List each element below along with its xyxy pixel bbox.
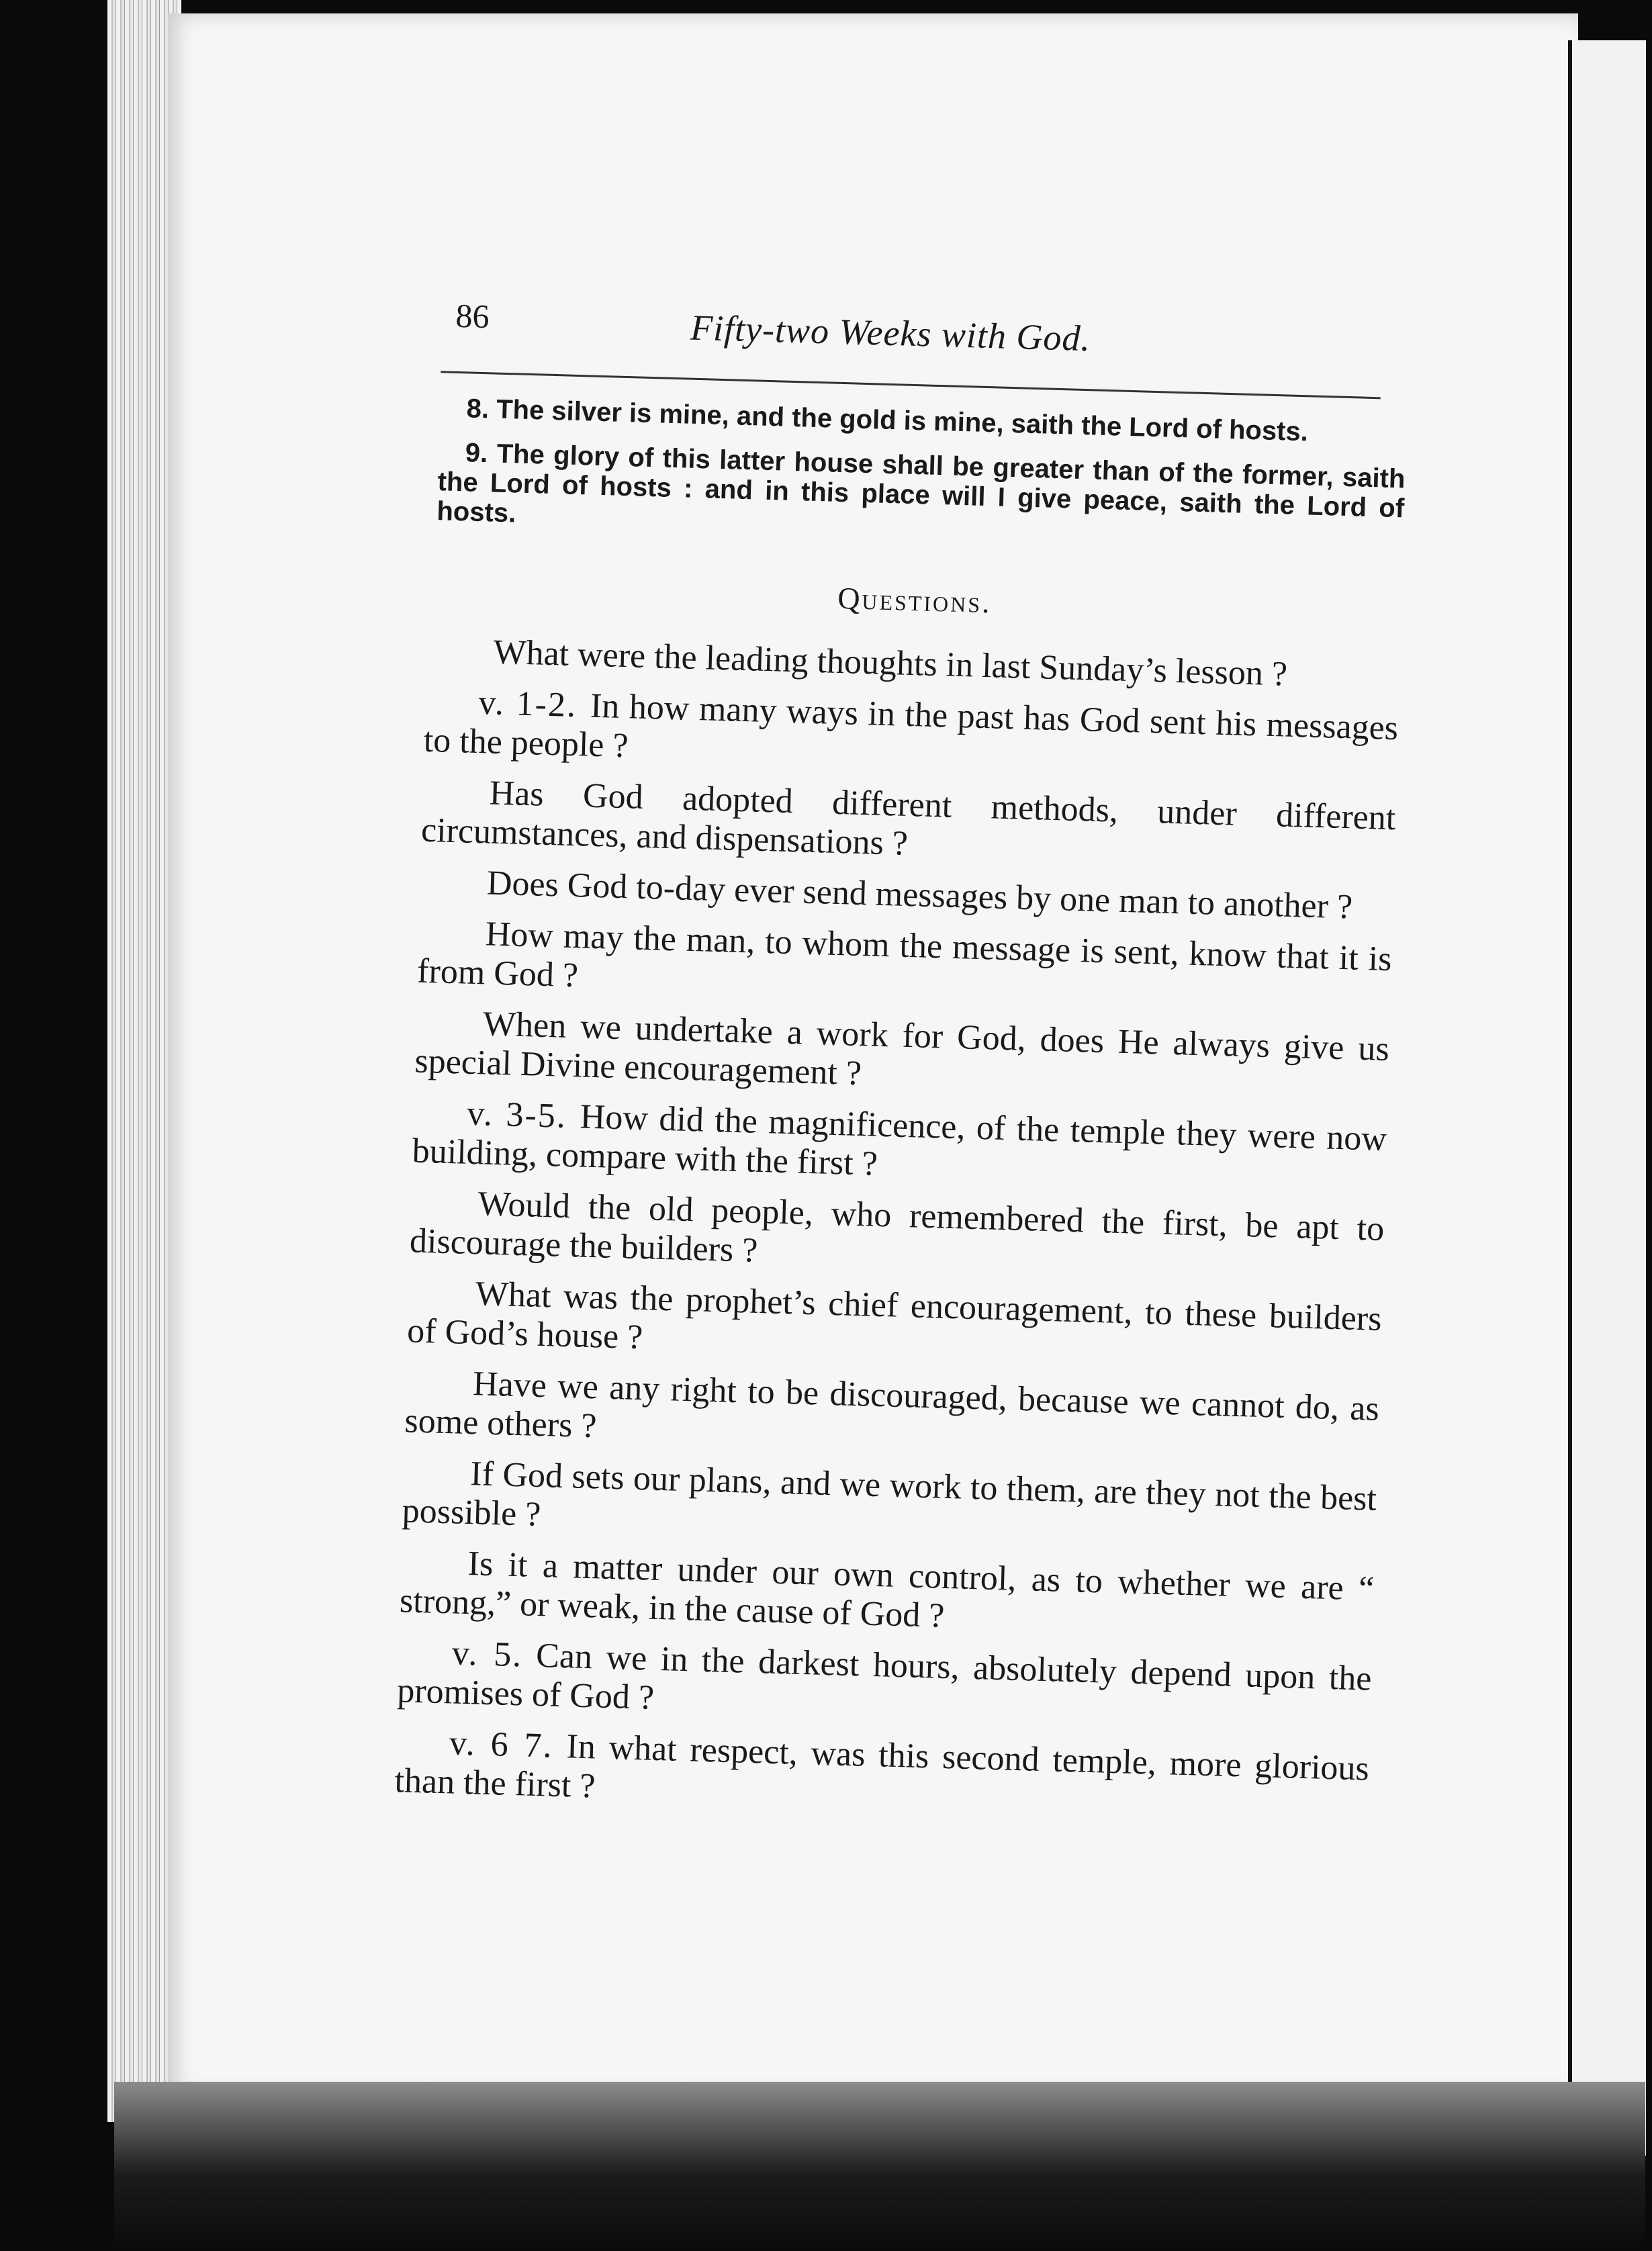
question-text: What were the leading thoughts in last Sunday’s lesson ?: [492, 633, 1288, 694]
question: [397, 1633, 1373, 1737]
verse-9: 9. The glory of this latter house shall be greater than of the former, saith the Lord of hosts : and in this place will I give peace, saith the Lord of hosts.: [436, 438, 1406, 529]
question: [417, 913, 1393, 1018]
question-text: Is it a matter under our own control, as to whether we are “ strong,” or weak, in the cause of God ?: [399, 1545, 1375, 1635]
question-text: What was the prophet’s chief encouragement, to these builders of God’s house ?: [406, 1275, 1383, 1357]
questions-heading: Questions.: [837, 580, 993, 620]
question: [420, 772, 1396, 877]
question-text: Can we in the darkest hours, absolutely depend upon the promises of God ?: [396, 1636, 1373, 1717]
running-title: Fifty-two Weeks with God.: [690, 307, 1091, 359]
verse-ref: [475, 774, 477, 812]
page-number: 86: [455, 296, 490, 336]
verse-ref: [471, 915, 473, 953]
question: [402, 1453, 1377, 1557]
verse-ref: [473, 864, 474, 902]
scan-bottom-shadow: [114, 2082, 1645, 2251]
verse-ref: [469, 1005, 470, 1043]
verse-ref: [454, 1545, 455, 1583]
question: [404, 1363, 1380, 1467]
questions-list: [394, 631, 1400, 1828]
question-text: In how many ways in the past has God sent his messages to the people ?: [423, 686, 1399, 766]
question-text: Would the old people, who remembered the first, be apt to discourage the builders ?: [409, 1185, 1385, 1270]
question-text: Has God adopted different methods, under different circumstances, and dispensations ?: [420, 774, 1397, 863]
question: [414, 1003, 1390, 1108]
question: [394, 1722, 1370, 1827]
question-text: How may the man, to whom the message is sent, know that it is from God ?: [416, 915, 1393, 995]
question-text: If God sets our plans, and we work to them, are they not the best possible ?: [402, 1455, 1377, 1534]
question-text: In what respect, was this second temple, more glorious than the first ?: [394, 1727, 1370, 1806]
question: [412, 1093, 1387, 1198]
question: [409, 1183, 1385, 1287]
page-content: [394, 282, 1410, 1840]
question-text: How did the magnificence, of the temple they were now building, compare with the first ?: [412, 1097, 1387, 1183]
verse-ref: v. 5.: [451, 1634, 524, 1675]
verse-ref: v. 6 7.: [449, 1724, 554, 1765]
verse-ref: [464, 1185, 465, 1223]
verse-ref: v. 3-5.: [466, 1094, 567, 1136]
question: [407, 1273, 1383, 1377]
verse-ref: [459, 1365, 460, 1403]
question-text: Does God to-day ever send messages by one man to another ?: [486, 864, 1353, 927]
question: [399, 1543, 1375, 1647]
facing-page-edge: [1568, 40, 1646, 2156]
question-text: Have we any right to be discouraged, because we cannot do, as some others ?: [404, 1365, 1380, 1446]
verse-ref: [479, 633, 481, 671]
question: [423, 682, 1399, 787]
verse-8: 8. The silver is mine, and the gold is mine, saith the Lord of hosts.: [466, 394, 1309, 447]
question-text: When we undertake a work for God, does He always give us special Divine encouragement ?: [414, 1005, 1390, 1093]
verse-ref: v. 1-2.: [477, 684, 578, 725]
verse-ref: [461, 1275, 463, 1313]
verse-ref: [457, 1455, 458, 1493]
